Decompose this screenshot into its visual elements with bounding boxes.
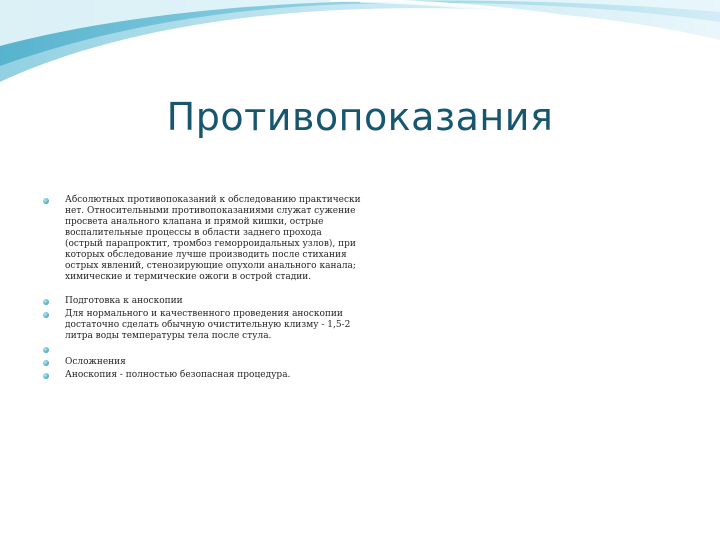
bullet-item-contraindications	[42, 195, 362, 283]
bullet-text: Осложнения	[65, 357, 126, 367]
bullet-item-preparation-text	[42, 309, 362, 342]
bullet-text: Для нормального и качественного проведения аноскопии достаточно сделать обычную очистительную клизму - 1,5-2 литра воды температуры тела после стула.	[65, 309, 351, 341]
bullet-text: Абсолютных противопоказаний к обследованию практически нет. Относительными противопоказаниями служат сужение просвета анального клапана и прямой кишки, острые воспалительные процессы в области заднего прохода (острый парапроктит, тромбоз геморроидальных узлов), при которых обследование лучше производить после стихания острых явлений, стенозирующие опухоли анального канала; химические и термические ожоги в острой стадии.	[65, 195, 361, 282]
bullet-dot-icon	[43, 360, 49, 366]
slide-body	[42, 195, 362, 381]
bullet-text	[65, 344, 362, 355]
bullet-item-preparation-heading	[42, 296, 362, 307]
bullet-item-complications-text	[42, 370, 362, 381]
slide-title: Противопоказания	[166, 95, 554, 139]
bullet-item-complications-heading	[42, 357, 362, 368]
bullet-list	[42, 195, 362, 381]
bullet-dot-icon	[43, 198, 49, 204]
bullet-item-empty	[42, 344, 362, 355]
bullet-text: Подготовка к аноскопии	[65, 296, 183, 306]
bullet-dot-icon	[43, 312, 49, 318]
bullet-text: Аноскопия - полностью безопасная процедура.	[65, 370, 291, 380]
bullet-dot-icon	[43, 299, 49, 305]
decorative-wave	[0, 0, 720, 90]
bullet-dot-icon	[43, 373, 49, 379]
bullet-dot-icon	[43, 347, 49, 353]
